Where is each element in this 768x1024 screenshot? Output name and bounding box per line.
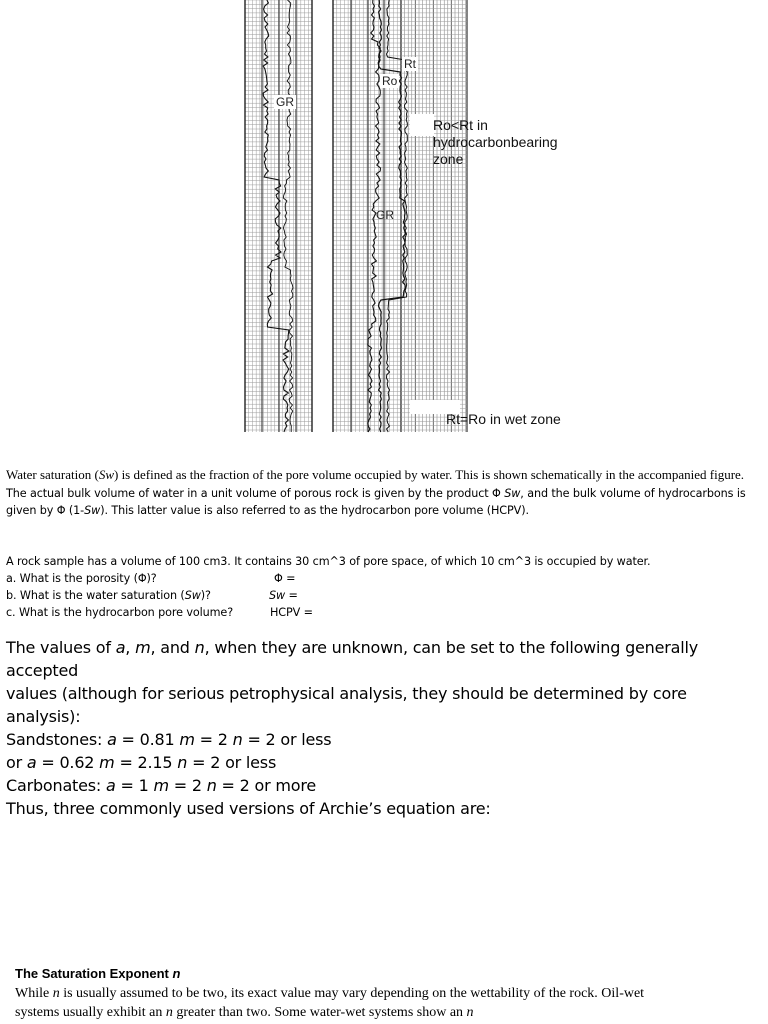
label-gr-right: GR (376, 208, 394, 222)
archie-or: or a = 0.62 m = 2.15 n = 2 or less (6, 753, 277, 772)
archie-line2: values (although for serious petrophysical analysis, they should be determined by core analysis): (6, 684, 687, 726)
well-log-figure (0, 0, 768, 440)
answer-c: HCPV = (270, 606, 313, 619)
sw-definition: ) is defined as the fraction of the pore volume occupied by water. This is shown schematically in the accompanied figure. (113, 467, 745, 482)
archie-carbonates: Carbonates: a = 1 m = 2 n = 2 or more (6, 776, 316, 795)
exercise-intro: A rock sample has a volume of 100 cm3. It contains 30 cm^3 of pore space, of which 10 cm^3 is occupied by water. (6, 555, 651, 568)
sw-intro: Water saturation ( (6, 467, 99, 482)
archie-closing: Thus, three commonly used versions of Archie’s equation are: (6, 799, 491, 818)
label-rt: Rt (404, 57, 416, 71)
question-a: a. What is the porosity (Φ)? Φ = (6, 572, 296, 585)
answer-a: Φ = (274, 572, 296, 585)
section-heading: The Saturation Exponent n (15, 966, 181, 981)
bulk-water-text: The actual bulk volume of water in a unit volume of porous rock is given by the product Φ Sw, and the bulk volume of hydrocarbons is given by Φ (1-Sw). This latter value is also referred to as the hydrocarbon pore volume (HCPV). (6, 486, 746, 517)
archie-parameters (6, 636, 718, 820)
annotation-hc-line2: hydrocarbonbearing (433, 134, 558, 150)
annotation-hc-zone (433, 117, 558, 168)
label-gr-left: GR (276, 95, 294, 109)
water-saturation-paragraph (6, 467, 746, 520)
annotation-wet-zone: Rt=Ro in wet zone (446, 411, 561, 427)
question-c: c. What is the hydrocarbon pore volume? HCPV = (6, 606, 313, 619)
question-b: b. What is the water saturation (Sw)? Sw = (6, 589, 298, 602)
sw-symbol: Sw (98, 467, 114, 482)
archie-sandstones: Sandstones: a = 0.81 m = 2 n = 2 or less (6, 730, 332, 749)
archie-intro: The values of a, m, and n, when they are unknown, can be set to the following generally accepted (6, 638, 698, 680)
annotation-box-hc (410, 114, 434, 136)
section-body: While n is usually assumed to be two, its exact value may vary depending on the wettability of the rock. Oil-wet systems usually exhibit an n greater than two. Some water-wet systems show an n (15, 986, 645, 1020)
answer-b: Sw = (269, 589, 298, 602)
label-ro: Ro (382, 74, 398, 88)
exercise-block (6, 553, 746, 621)
annotation-hc-line1: Ro<Rt in (433, 117, 488, 133)
annotation-hc-line3: zone (433, 151, 464, 167)
saturation-exponent-section (15, 965, 655, 1022)
